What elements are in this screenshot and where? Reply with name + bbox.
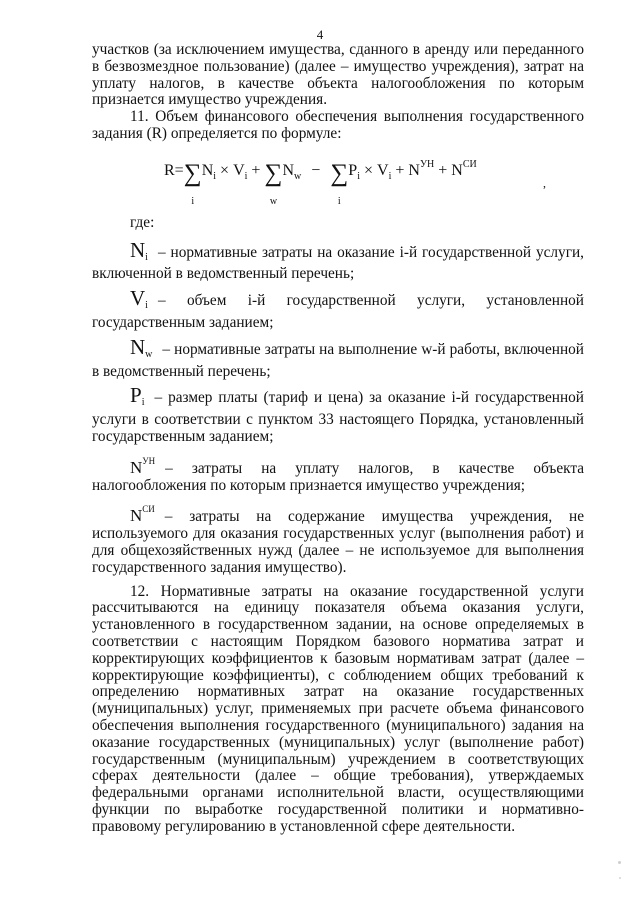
paragraph-12: 12. Нормативные затраты на оказание государственной услуги рассчитываются на единицу показателя объема оказания услуги, установленного в государственном задании, на основе определяемых в соответствии с настоящим Порядком базового норматива затрат и корректирующих коэффициентов к базовым нормативам затрат (далее – корректирующие коэффициенты), с соблюдением общих требований к определению нормативных затрат на оказание государственных (муниципальных) услуг, применяемых при расчете объема финансового обеспечения выполнения государственного (муниципального) задания на оказание государственных (муниципальных) услуг (выполнение работ) государственным (муниципальным) учреждением в соответствующих сферах деятельности (далее – общие требования), утверждаемых федеральными органами исполнительной власти, осуществляющими функции по выработке государственной политики и нормативно-правовому регулированию в установленной сфере деятельности.	[92, 582, 584, 835]
where-label: где:	[130, 213, 155, 231]
sum-sign-i-2: ∑ i	[330, 159, 349, 207]
definition-v-i: $V_i$ – объем i-й государственной услуги, установленной государственным заданием;	[92, 286, 584, 331]
sum-sign-w: ∑ w	[264, 166, 282, 183]
document-body	[92, 42, 584, 835]
paragraph-intro: участков (за исключением имущества, сданного в аренду или переданного в безвозмездное пользование) (далее – имущество учреждения), затрат на уплату налогов, в качестве объекта налогообложения по которым признается имущество учреждения.	[92, 41, 584, 109]
definition-n-w: $N_w$ – нормативные затраты на выполнение w-й работы, включенной в ведомственный перечень;	[92, 334, 584, 380]
sum-index-w: w	[269, 195, 278, 207]
formula	[92, 145, 584, 207]
symbol-n-si: $N^{СИ}$	[130, 504, 155, 526]
formula-comma: ,	[543, 175, 546, 190]
definition-n-i: $N_i$ – нормативные затраты на оказание i-й государственной услуги, включенной в ведомственный перечень;	[92, 237, 584, 283]
sum-index-i: i	[191, 195, 195, 207]
symbol-n-un: $N^{УН}$	[130, 455, 156, 477]
formula-expression: R=∑ i $N_i \times V_i$ + ∑ w $N_w$ − ∑ i $P_i \times V_i + N^{УН} + N^{СИ}$	[164, 157, 477, 186]
sum-sign-i: ∑ i	[184, 166, 202, 183]
definition-p-i: $P_i$ – размер платы (тариф и цена) за оказание i-й государственной услуги в соответствии с пунктом 33 настоящего Порядка, установленный государственным заданием;	[92, 383, 584, 445]
paragraph-11: 11. Объем финансового обеспечения выполнения государственного задания (R) определяется по формуле:	[92, 108, 584, 142]
symbol-n-i: $N_i$	[130, 237, 148, 263]
symbol-n-w: $N_w$	[130, 334, 153, 360]
definition-n-un: $N^{УН}$ – затраты на уплату налогов, в качестве объекта налогообложения по которым признается имущество учреждения;	[92, 455, 584, 494]
symbol-p-i: $P_i$	[130, 383, 145, 409]
definition-n-si: $N^{СИ}$ – затраты на содержание имущества учреждения, не используемого для оказания государственных услуг (выполнения работ) и для общехозяйственных нужд (далее – не используемое для выполнения государственного задания имущество).	[92, 504, 584, 576]
page-number: 4	[316, 27, 324, 42]
scan-speck	[618, 861, 621, 864]
scan-speck	[619, 877, 621, 879]
formula-lhs: R=	[164, 161, 184, 179]
symbol-v-i: $V_i$	[130, 286, 148, 312]
